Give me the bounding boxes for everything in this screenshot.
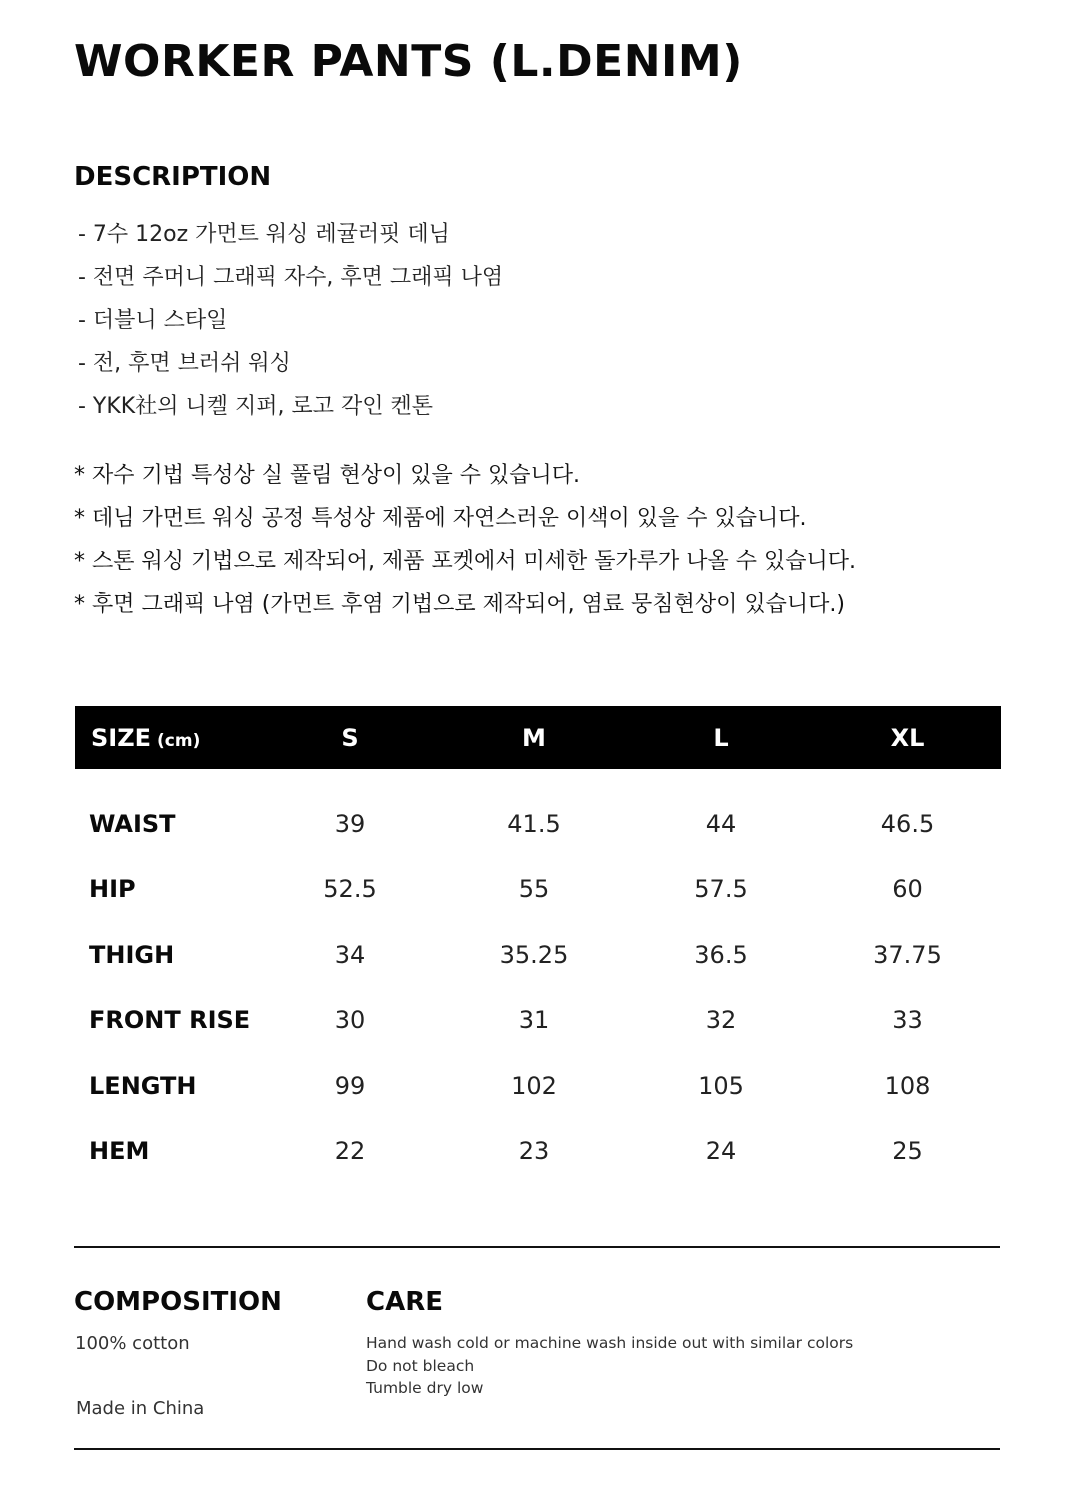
divider bbox=[74, 1246, 1000, 1248]
table-cell: 99 bbox=[334, 1071, 366, 1100]
table-cell: 25 bbox=[892, 1137, 923, 1166]
description-item: - 7수 12oz 가먼트 워싱 레귤러핏 데님 bbox=[78, 222, 450, 247]
size-column-l: L bbox=[713, 723, 729, 752]
size-header-label bbox=[75, 706, 260, 769]
table-row bbox=[75, 988, 1001, 1054]
note-item: * 후면 그래픽 나염 (가먼트 후염 기법으로 제작되어, 염료 뭉침현상이 있습니다.) bbox=[74, 592, 845, 617]
table-cell: 31 bbox=[518, 1006, 550, 1035]
description-item: - 전, 후면 브러쉬 워싱 bbox=[78, 351, 291, 376]
note-item: * 스톤 워싱 기법으로 제작되어, 제품 포켓에서 미세한 돌가루가 나올 수 있습니다. bbox=[74, 549, 856, 574]
row-label: HIP bbox=[89, 875, 136, 904]
table-cell: 102 bbox=[511, 1071, 557, 1100]
note-item: * 데님 가먼트 워싱 공정 특성상 제품에 자연스러운 이색이 있을 수 있습니다. bbox=[74, 506, 807, 531]
table-cell: 37.75 bbox=[873, 940, 942, 969]
table-cell: 30 bbox=[334, 1006, 366, 1035]
table-cell: 39 bbox=[334, 809, 366, 838]
care-line: Tumble dry low bbox=[366, 1379, 484, 1397]
table-cell: 57.5 bbox=[694, 875, 748, 904]
row-label: WAIST bbox=[89, 809, 176, 838]
table-cell: 52.5 bbox=[323, 875, 377, 904]
table-cell: 44 bbox=[705, 809, 737, 838]
care-list bbox=[366, 1332, 853, 1400]
table-cell: 105 bbox=[698, 1071, 744, 1100]
composition-material: 100% cotton bbox=[75, 1333, 190, 1354]
size-unit: (cm) bbox=[157, 730, 201, 751]
size-column-s: S bbox=[341, 723, 359, 752]
table-cell: 60 bbox=[892, 875, 923, 904]
note-item: * 자수 기법 특성상 실 풀림 현상이 있을 수 있습니다. bbox=[74, 463, 580, 488]
divider bbox=[74, 1448, 1000, 1450]
description-item: - 더블니 스타일 bbox=[78, 308, 228, 333]
table-cell: 41.5 bbox=[507, 809, 561, 838]
table-cell: 33 bbox=[892, 1006, 923, 1035]
table-cell: 32 bbox=[705, 1006, 737, 1035]
composition-origin: Made in China bbox=[76, 1398, 205, 1419]
care-line: Do not bleach bbox=[366, 1356, 475, 1375]
table-cell: 35.25 bbox=[499, 940, 569, 969]
size-table-header bbox=[75, 706, 1001, 769]
table-row bbox=[75, 791, 1001, 857]
table-row bbox=[75, 1053, 1001, 1119]
table-cell: 34 bbox=[334, 940, 366, 969]
page-title: WORKER PANTS (L.DENIM) bbox=[74, 36, 743, 87]
table-row bbox=[75, 857, 1001, 923]
care-line: Hand wash cold or machine wash inside out with similar colors bbox=[366, 1334, 854, 1352]
table-cell: 55 bbox=[518, 875, 550, 904]
table-cell: 22 bbox=[334, 1137, 366, 1166]
size-label: SIZE bbox=[91, 723, 152, 752]
care-heading: CARE bbox=[366, 1287, 443, 1317]
table-cell: 24 bbox=[705, 1137, 737, 1166]
size-column-xl: XL bbox=[890, 723, 925, 752]
row-label: HEM bbox=[89, 1137, 150, 1166]
description-list bbox=[78, 218, 503, 433]
table-cell: 46.5 bbox=[880, 809, 935, 838]
table-row bbox=[75, 1119, 1001, 1185]
notes-list bbox=[74, 458, 856, 630]
table-cell: 23 bbox=[518, 1137, 550, 1166]
description-item: - 전면 주머니 그래픽 자수, 후면 그래픽 나염 bbox=[78, 265, 504, 290]
size-column-m: M bbox=[522, 723, 546, 752]
table-cell: 36.5 bbox=[694, 940, 748, 969]
table-cell: 108 bbox=[884, 1071, 931, 1100]
row-label: THIGH bbox=[89, 940, 175, 969]
row-label: LENGTH bbox=[89, 1071, 197, 1100]
description-heading: DESCRIPTION bbox=[74, 162, 272, 192]
description-item: - YKK社의 니켈 지퍼, 로고 각인 켄톤 bbox=[78, 394, 433, 419]
table-row bbox=[75, 922, 1001, 988]
row-label: FRONT RISE bbox=[89, 1006, 251, 1035]
size-table bbox=[75, 706, 1001, 1184]
composition-heading: COMPOSITION bbox=[74, 1287, 282, 1317]
